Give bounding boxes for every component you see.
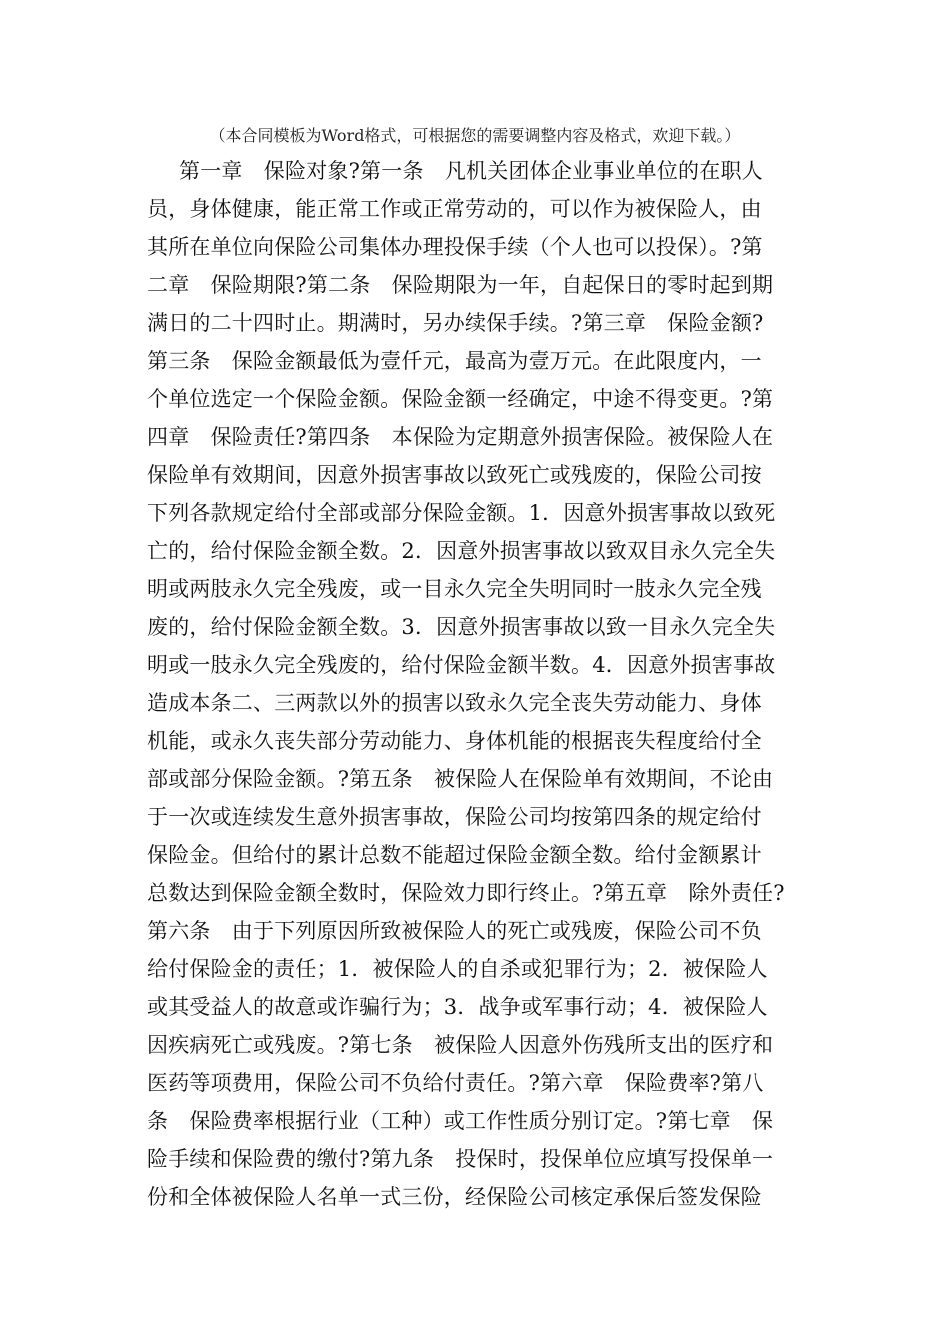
body-line: 医药等项费用，保险公司不负给付责任。?第六章 保险费率?第八: [147, 1071, 764, 1095]
body-line: 明或两肢永久完全残废，或一目永久完全失明同时一肢永久完全残: [147, 577, 762, 601]
body-line: 部或部分保险金额。?第五条 被保险人在保险单有效期间，不论由: [147, 767, 774, 791]
body-line: 总数达到保险金额全数时，保险效力即行终止。?第五章 除外责任?: [147, 881, 785, 905]
body-line: 四章 保险责任?第四条 本保险为定期意外损害保险。被保险人在: [147, 425, 774, 449]
template-note: （本合同模板为Word格式，可根据您的需要调整内容及格式，欢迎下载。）: [209, 126, 741, 145]
body-line: 保险金。但给付的累计总数不能超过保险金额全数。给付金额累计: [147, 843, 762, 867]
body-line: 因疾病死亡或残废。?第七条 被保险人因意外伤残所支出的医疗和: [147, 1033, 774, 1057]
body-line: 机能，或永久丧失部分劳动能力、身体机能的根据丧失程度给付全: [147, 729, 762, 753]
body-line: 份和全体被保险人名单一式三份，经保险公司核定承保后签发保险: [147, 1185, 762, 1209]
body-line: 二章 保险期限?第二条 保险期限为一年，自起保日的零时起到期: [147, 273, 774, 297]
body-line: 或其受益人的故意或诈骗行为；3．战争或军事行动；4．被保险人: [147, 995, 768, 1019]
body-line: 给付保险金的责任；1．被保险人的自杀或犯罪行为；2．被保险人: [147, 957, 768, 981]
body-line: 险手续和保险费的缴付?第九条 投保时，投保单位应填写投保单一: [147, 1147, 774, 1171]
body-line: 第三条 保险金额最低为壹仟元，最高为壹万元。在此限度内，一: [147, 349, 762, 373]
body-line: 废的，给付保险金额全数。3．因意外损害事故以致一目永久完全失: [147, 615, 776, 639]
body-line: 于一次或连续发生意外损害事故，保险公司均按第四条的规定给付: [147, 805, 762, 829]
body-line: 个单位选定一个保险金额。保险金额一经确定，中途不得变更。?第: [147, 387, 774, 411]
body-line: 其所在单位向保险公司集体办理投保手续（个人也可以投保）。?第: [147, 235, 763, 259]
body-line: 造成本条二、三两款以外的损害以致永久完全丧失劳动能力、身体: [147, 691, 762, 715]
body-line: 第一章 保险对象?第一条 凡机关团体企业事业单位的在职人: [179, 159, 763, 183]
body-line: 满日的二十四时止。期满时，另办续保手续。?第三章 保险金额?: [147, 311, 764, 335]
body-line: 明或一肢永久完全残废的，给付保险金额半数。4．因意外损害事故: [147, 653, 776, 677]
body-line: 第六条 由于下列原因所致被保险人的死亡或残废，保险公司不负: [147, 919, 762, 943]
body-line: 条 保险费率根据行业（工种）或工作性质分别订定。?第七章 保: [147, 1109, 774, 1133]
body-line: 下列各款规定给付全部或部分保险金额。1．因意外损害事故以致死: [147, 501, 776, 525]
body-line: 员，身体健康，能正常工作或正常劳动的，可以作为被保险人，由: [147, 197, 762, 221]
body-line: 保险单有效期间，因意外损害事故以致死亡或残废的，保险公司按: [147, 463, 762, 487]
body-line: 亡的，给付保险金额全数。2．因意外损害事故以致双目永久完全失: [147, 539, 776, 563]
contract-body: [147, 152, 807, 1216]
